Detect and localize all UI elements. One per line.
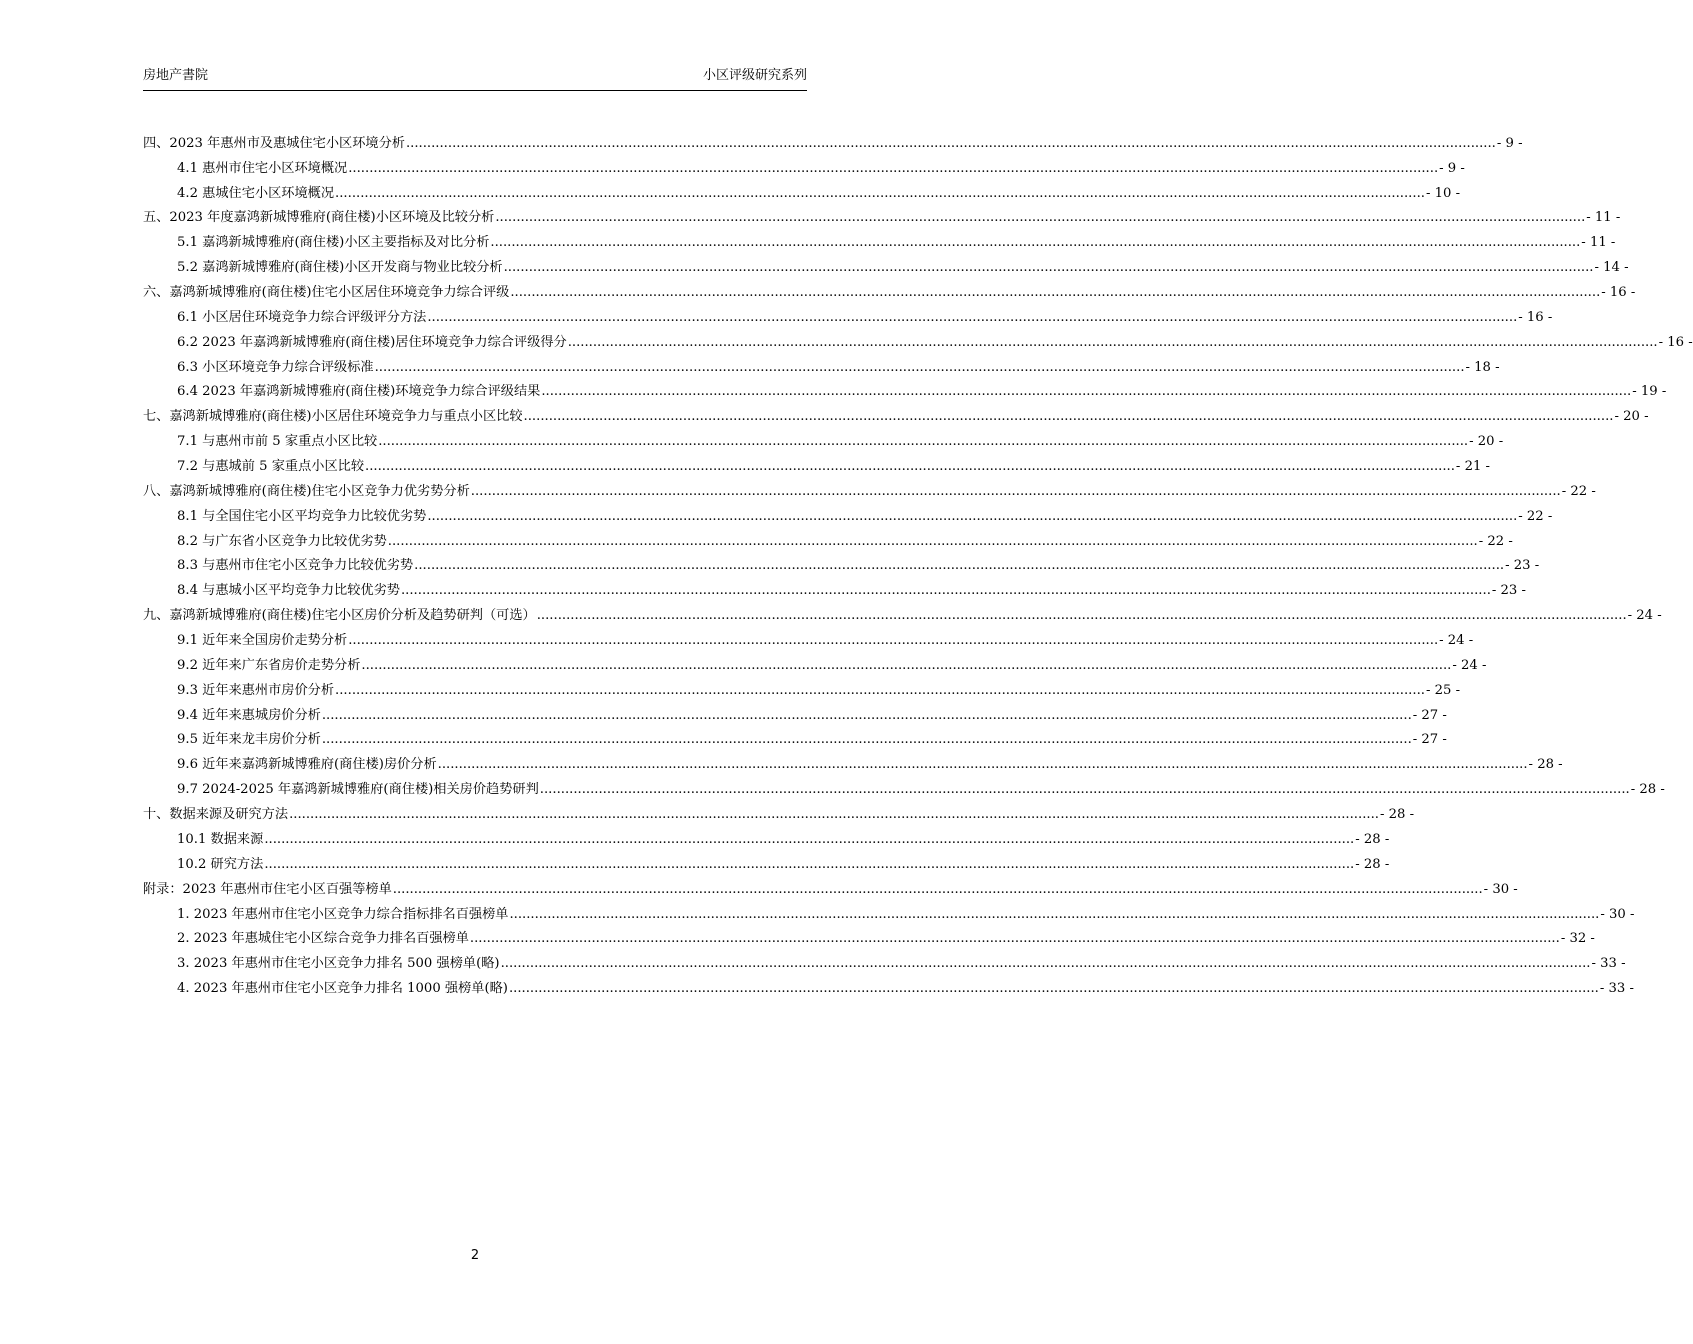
toc-entry[interactable] [143,772,1665,798]
toc-entry-title: 十、数据来源及研究方法 [143,807,289,823]
header-series-title: 小区评级研究系列 [702,68,807,83]
toc-dot-leader: .................................................................................................................................................................................................................................................................... [348,633,1439,649]
toc-entry-page: - 20 - [1469,434,1504,450]
toc-entry-page: - 21 - [1455,459,1490,475]
toc-dot-leader: .................................................................................................................................................................................................................................................................... [264,856,1355,872]
toc-entry-page: - 25 - [1425,682,1461,698]
toc-entry-title: 3. 2023 年惠州市住宅小区竞争力排名 500 强榜单(略) [177,956,500,972]
toc-entry[interactable] [143,598,1662,624]
toc-entry-title: 四、2023 年惠州市及惠城住宅小区环境分析 [143,135,405,151]
toc-dot-leader: .................................................................................................................................................................................................................................................................... [335,682,1425,698]
toc-entry-page: - 23 - [1505,558,1540,574]
toc-entry-title: 2. 2023 年惠城住宅小区综合竞争力排名百强榜单 [177,931,469,947]
toc-dot-leader: .................................................................................................................................................................................................................................................................... [509,906,1600,922]
toc-entry-title: 9.2 近年来广东省房价走势分析 [177,657,361,673]
toc-entry-title: 9.3 近年来惠州市房价分析 [177,682,335,698]
toc-entry[interactable] [143,922,1595,947]
toc-entry-title: 7.1 与惠州市前 5 家重点小区比较 [177,434,378,450]
toc-entry[interactable] [143,648,1487,673]
page-header [143,68,807,91]
toc-entry[interactable] [143,449,1490,475]
toc-entry-page: - 23 - [1491,583,1526,599]
toc-entry-page: - 28 - [1379,807,1415,823]
toc-entry-page: - 28 - [1630,782,1665,798]
toc-entry[interactable] [143,897,1635,922]
toc-entry-title: 8.2 与广东省小区竞争力比较优劣势 [177,533,387,549]
toc-entry[interactable] [143,126,1523,151]
toc-dot-leader: .................................................................................................................................................................................................................................................................... [503,260,1594,276]
toc-entry-title: 8.4 与惠城小区平均竞争力比较优劣势 [177,583,400,599]
toc-entry-title: 6.2 2023 年嘉鸿新城博雅府(商住楼)居住环境竞争力综合评级得分 [177,334,567,350]
toc-entry-page: - 9 - [1439,160,1465,176]
toc-entry-title: 9.7 2024-2025 年嘉鸿新城博雅府(商住楼)相关房价趋势研判 [177,782,539,798]
toc-entry-page: - 28 - [1528,757,1563,773]
toc-dot-leader: .................................................................................................................................................................................................................................................................... [495,210,1586,226]
toc-dot-leader: .................................................................................................................................................................................................................................................................... [523,409,1614,425]
toc-entry-page: - 22 - [1518,508,1553,524]
toc-entry-page: - 11 - [1581,235,1616,251]
toc-dot-leader: .................................................................................................................................................................................................................................................................... [365,459,1455,475]
toc-entry-title: 4.1 惠州市住宅小区环境概况 [177,160,348,176]
toc-dot-leader: .................................................................................................................................................................................................................................................................... [289,807,1379,823]
toc-entry[interactable] [143,300,1553,325]
toc-entry-page: - 30 - [1483,881,1518,897]
toc-entry-page: - 19 - [1632,384,1667,400]
toc-entry[interactable] [143,176,1461,201]
toc-dot-leader: .................................................................................................................................................................................................................................................................... [539,782,1630,798]
toc-dot-leader: .................................................................................................................................................................................................................................................................... [427,508,1518,524]
toc-entry[interactable] [143,573,1526,599]
toc-entry[interactable] [143,723,1447,748]
toc-dot-leader: .................................................................................................................................................................................................................................................................... [510,285,1601,301]
toc-entry-title: 8.1 与全国住宅小区平均竞争力比较优劣势 [177,508,427,524]
toc-entry[interactable] [143,623,1474,649]
toc-entry[interactable] [143,971,1634,997]
toc-entry-title: 6.1 小区居住环境竞争力综合评级评分方法 [177,309,427,325]
toc-entry-page: - 27 - [1412,707,1447,723]
toc-entry-page: - 27 - [1412,732,1447,748]
toc-entry-title: 九、嘉鸿新城博雅府(商住楼)住宅小区房价分析及趋势研判（可选） [143,608,536,624]
toc-entry-title: 附录：2023 年惠州市住宅小区百强等榜单 [143,881,392,897]
page-number: 2 [470,1248,480,1263]
toc-dot-leader: .................................................................................................................................................................................................................................................................... [470,483,1561,499]
toc-dot-leader: .................................................................................................................................................................................................................................................................... [508,981,1599,997]
toc-dot-leader: .................................................................................................................................................................................................................................................................... [400,583,1491,599]
toc-entry[interactable] [143,250,1629,276]
toc-entry[interactable] [143,325,1693,350]
toc-entry[interactable] [143,350,1500,375]
toc-entry-page: - 24 - [1452,657,1487,673]
toc-dot-leader: .................................................................................................................................................................................................................................................................... [536,608,1627,624]
toc-dot-leader: .................................................................................................................................................................................................................................................................... [392,881,1483,897]
toc-entry-page: - 24 - [1627,608,1662,624]
toc-dot-leader: .................................................................................................................................................................................................................................................................... [348,160,1439,176]
toc-entry[interactable] [143,549,1540,574]
toc-entry-title: 六、嘉鸿新城博雅府(商住楼)住宅小区居住环境竞争力综合评级 [143,285,510,301]
toc-entry-page: - 28 - [1355,831,1390,847]
toc-entry-page: - 18 - [1465,359,1500,375]
toc-dot-leader: .................................................................................................................................................................................................................................................................... [378,434,1469,450]
toc-entry[interactable] [143,673,1461,698]
toc-entry-title: 10.1 数据来源 [177,831,264,847]
toc-dot-leader: .................................................................................................................................................................................................................................................................... [427,309,1518,325]
toc-entry-page: - 16 - [1658,334,1693,350]
toc-dot-leader: .................................................................................................................................................................................................................................................................... [541,384,1632,400]
toc-entry[interactable] [143,151,1465,176]
toc-entry-page: - 14 - [1594,260,1629,276]
toc-entry-title: 八、嘉鸿新城博雅府(商住楼)住宅小区竞争力优劣势分析 [143,483,470,499]
toc-dot-leader: .................................................................................................................................................................................................................................................................... [361,657,1452,673]
toc-entry[interactable] [143,201,1621,226]
toc-entry-title: 9.4 近年来惠城房价分析 [177,707,321,723]
toc-entry-title: 6.4 2023 年嘉鸿新城博雅府(商住楼)环境竞争力综合评级结果 [177,384,541,400]
toc-dot-leader: .................................................................................................................................................................................................................................................................... [387,533,1478,549]
toc-dot-leader: .................................................................................................................................................................................................................................................................... [264,831,1355,847]
toc-dot-leader: .................................................................................................................................................................................................................................................................... [500,956,1591,972]
toc-entry-page: - 24 - [1439,633,1474,649]
toc-entry[interactable] [143,474,1596,499]
toc-entry[interactable] [143,747,1563,773]
toc-entry[interactable] [143,822,1390,847]
toc-entry[interactable] [143,399,1649,425]
toc-entry-title: 7.2 与惠城前 5 家重点小区比较 [177,459,365,475]
toc-dot-leader: .................................................................................................................................................................................................................................................................... [405,135,1496,151]
header-publisher: 房地产書院 [143,68,209,83]
toc-dot-leader: .................................................................................................................................................................................................................................................................... [321,707,1412,723]
toc-entry[interactable] [143,698,1447,723]
toc-entry-title: 七、嘉鸿新城博雅府(商住楼)小区居住环境竞争力与重点小区比较 [143,409,523,425]
toc-entry-title: 9.1 近年来全国房价走势分析 [177,633,348,649]
toc-entry[interactable] [143,225,1616,251]
toc-entry-title: 9.6 近年来嘉鸿新城博雅府(商住楼)房价分析 [177,757,437,773]
toc-entry[interactable] [143,375,1667,400]
toc-entry-title: 6.3 小区环境竞争力综合评级标准 [177,359,374,375]
toc-entry-title: 4.2 惠城住宅小区环境概况 [177,185,335,201]
toc-entry[interactable] [143,872,1518,897]
toc-entry-page: - 32 - [1560,931,1595,947]
toc-entry-title: 4. 2023 年惠州市住宅小区竞争力排名 1000 强榜单(略) [177,981,508,997]
toc-entry-title: 10.2 研究方法 [177,856,264,872]
toc-dot-leader: .................................................................................................................................................................................................................................................................... [374,359,1465,375]
toc-dot-leader: .................................................................................................................................................................................................................................................................... [335,185,1425,201]
toc-entry[interactable] [143,424,1504,450]
toc-entry-title: 9.5 近年来龙丰房价分析 [177,732,321,748]
toc-entry-title: 1. 2023 年惠州市住宅小区竞争力综合指标排名百强榜单 [177,906,509,922]
toc-entry-page: - 22 - [1478,533,1513,549]
toc-entry-page: - 9 - [1496,135,1523,151]
toc-entry-page: - 28 - [1355,856,1390,872]
toc-entry-page: - 10 - [1425,185,1461,201]
toc-entry-title: 8.3 与惠州市住宅小区竞争力比较优劣势 [177,558,414,574]
toc-entry-page: - 16 - [1601,285,1636,301]
toc-dot-leader: .................................................................................................................................................................................................................................................................... [469,931,1560,947]
toc-entry-title: 5.2 嘉鸿新城博雅府(商住楼)小区开发商与物业比较分析 [177,260,503,276]
toc-entry-page: - 22 - [1561,483,1596,499]
toc-entry-title: 5.1 嘉鸿新城博雅府(商住楼)小区主要指标及对比分析 [177,235,490,251]
toc-entry-page: - 20 - [1614,409,1649,425]
table-of-contents [143,126,1693,997]
toc-entry[interactable] [143,797,1415,823]
toc-dot-leader: .................................................................................................................................................................................................................................................................... [437,757,1528,773]
toc-entry-title: 五、2023 年度嘉鸿新城博雅府(商住楼)小区环境及比较分析 [143,210,495,226]
toc-entry-page: - 33 - [1591,956,1626,972]
toc-entry-page: - 30 - [1600,906,1635,922]
toc-entry-page: - 11 - [1586,210,1621,226]
toc-entry[interactable] [143,847,1390,872]
toc-dot-leader: .................................................................................................................................................................................................................................................................... [490,235,1581,251]
toc-dot-leader: .................................................................................................................................................................................................................................................................... [321,732,1412,748]
toc-entry[interactable] [143,275,1636,301]
toc-entry-page: - 16 - [1518,309,1553,325]
toc-dot-leader: .................................................................................................................................................................................................................................................................... [414,558,1505,574]
toc-entry[interactable] [143,524,1513,549]
toc-dot-leader: .................................................................................................................................................................................................................................................................... [567,334,1658,350]
toc-entry[interactable] [143,946,1626,972]
toc-entry-page: - 33 - [1599,981,1634,997]
toc-entry[interactable] [143,499,1553,524]
